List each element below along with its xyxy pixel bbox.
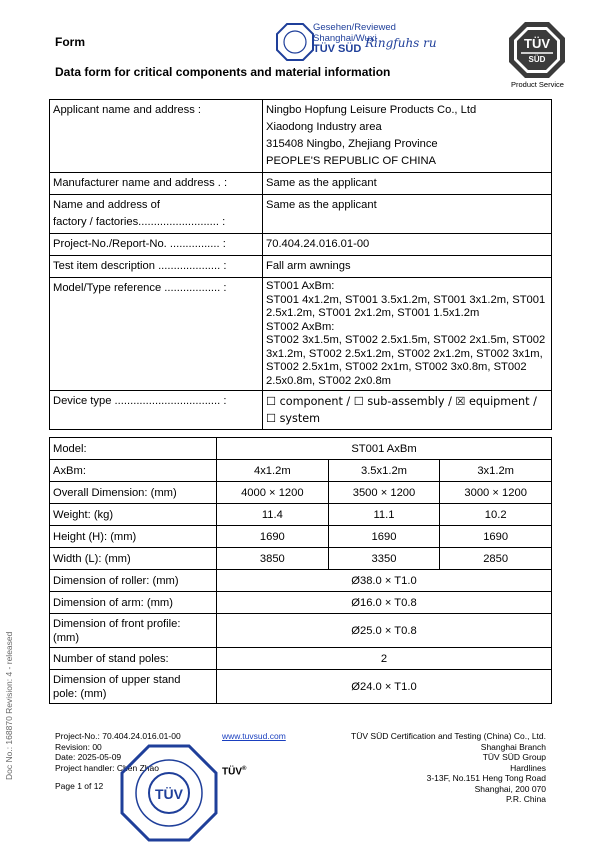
row-label: Number of stand poles: (50, 648, 217, 670)
cell: Ø24.0 × T1.0 (217, 670, 552, 704)
footer-line: P.R. China (505, 794, 546, 804)
applicant-label: Applicant name and address : (50, 100, 263, 173)
value-line: Xiaodong Industry area (266, 121, 382, 133)
logo-caption: Product Service (511, 80, 564, 89)
row-label: Dimension of roller: (mm) (50, 570, 217, 592)
test-item-label: Test item description .................... : (50, 256, 263, 278)
page-number: Page 1 of 12 (55, 781, 104, 791)
row-label: Height (H): (mm) (50, 526, 217, 548)
value-line: PEOPLE'S REPUBLIC OF CHINA (266, 155, 436, 167)
value-line: Ningbo Hopfung Leisure Products Co., Ltd (266, 104, 477, 116)
table-row (50, 278, 552, 391)
value-line: ST001 4x1.2m, ST001 3.5x1.2m, ST001 3x1.2m, ST001 2.5x1.2m, ST001 2x1.2m, ST001 1.5x1.2m (266, 293, 546, 319)
cell: 3x1.2m (440, 460, 552, 482)
manufacturer-label: Manufacturer name and address . : (50, 173, 263, 195)
cell: 3.5x1.2m (328, 460, 440, 482)
model-header-value: ST001 AxBm (217, 438, 552, 460)
table-row (50, 195, 552, 234)
value-line: ST002 AxBm: (266, 320, 335, 333)
table-row (50, 482, 552, 504)
footer-line: Shanghai Branch (480, 741, 546, 752)
value-line: ST002 3x1.5m, ST002 2.5x1.5m, ST002 2x1.5m, ST002 3x1.2m, ST002 2.5x1.2m, ST002 2x1.2m, ST002 3x1m, ST002 2.5x1m, ST002 2x1m, ST002 3x0.8m, ST002 2.5x0.8m, ST002 2x0.8m (266, 334, 546, 387)
doc-revision-text: Doc No.: 168870 Revision: 4 - released (4, 631, 14, 780)
logo-subtext: SÜD (528, 55, 546, 64)
table-row (50, 570, 552, 592)
cell: 3850 (217, 548, 329, 570)
table-row (50, 526, 552, 548)
svg-text:TÜV: TÜV (155, 786, 183, 802)
footer-line: Hardlines (510, 762, 546, 773)
row-label: Dimension of front profile: (mm) (50, 614, 217, 648)
tuv-mark-text: TÜV (222, 766, 242, 778)
device-type-value (263, 391, 552, 430)
website-link[interactable]: www.tuvsud.com (222, 731, 286, 741)
spec-table (49, 437, 552, 704)
reviewed-stamp (275, 22, 455, 62)
table-row (50, 592, 552, 614)
table-row (50, 460, 552, 482)
page-title: Data form for critical components and material information (55, 65, 391, 79)
model-value (263, 278, 552, 391)
tuv-octagon-icon (275, 22, 315, 62)
factory-value: Same as the applicant (263, 195, 552, 234)
cell: 3000 × 1200 (440, 482, 552, 504)
row-label: Width (L): (mm) (50, 548, 217, 570)
test-item-value: Fall arm awnings (263, 256, 552, 278)
tuv-seal-icon (119, 743, 219, 843)
footer-line: Project handler: Chen Zhao (55, 762, 159, 773)
device-type-label: Device type .................................. : (50, 391, 263, 430)
tuv-sud-logo (507, 20, 567, 80)
cell: 1690 (440, 526, 552, 548)
logo-text: TÜV (524, 36, 550, 51)
footer-line: Revision: 00 (55, 741, 102, 752)
table-row (50, 504, 552, 526)
footer-line: TÜV SÜD Group (482, 752, 546, 762)
cell: 3500 × 1200 (328, 482, 440, 504)
row-label: Weight: (kg) (50, 504, 217, 526)
stamp-line: Gesehen/Reviewed (313, 22, 396, 33)
table-row (50, 614, 552, 648)
footer-address (340, 731, 546, 805)
cell: 11.1 (328, 504, 440, 526)
table-row (50, 256, 552, 278)
cell: 3350 (328, 548, 440, 570)
row-label: AxBm: (50, 460, 217, 482)
table-row (50, 100, 552, 173)
project-label: Project-No./Report-No. ................ : (50, 234, 263, 256)
cell: 10.2 (440, 504, 552, 526)
footer-line: Date: 2025-05-09 (55, 752, 122, 762)
value-line: 315408 Ningbo, Zhejiang Province (266, 138, 438, 150)
cell: 1690 (217, 526, 329, 548)
table-row (50, 648, 552, 670)
cell: 11.4 (217, 504, 329, 526)
info-table (49, 99, 552, 430)
row-label: Dimension of upper stand pole: (mm) (50, 670, 217, 704)
manufacturer-value: Same as the applicant (263, 173, 552, 195)
device-type-options: ☐ system (266, 412, 321, 425)
table-row (50, 173, 552, 195)
model-header-label: Model: (50, 438, 217, 460)
cell: 4000 × 1200 (217, 482, 329, 504)
footer-line: 3-13F, No.151 Heng Tong Road (426, 773, 546, 783)
tuv-mark: TÜV® (222, 766, 247, 778)
project-value: 70.404.24.016.01-00 (263, 234, 552, 256)
approval-stamp (119, 743, 219, 843)
stamp-line: Shanghai/Wuxi (313, 33, 377, 44)
table-row (50, 234, 552, 256)
value-line: ST001 AxBm: (266, 280, 335, 292)
cell: Ø38.0 × T1.0 (217, 570, 552, 592)
cell: 2850 (440, 548, 552, 570)
row-label: Dimension of arm: (mm) (50, 592, 217, 614)
model-label: Model/Type reference .................. : (50, 278, 263, 391)
table-row (50, 670, 552, 704)
footer-line: Project-No.: 70.404.24.016.01-00 (55, 731, 181, 741)
cell: 4x1.2m (217, 460, 329, 482)
cell: Ø25.0 × T0.8 (217, 614, 552, 648)
footer-line: TÜV SÜD Certification and Testing (China) Co., Ltd. (351, 731, 546, 741)
form-label: Form (55, 35, 85, 49)
cell: 1690 (328, 526, 440, 548)
footer-line: Shanghai, 200 070 (474, 783, 546, 794)
table-row (50, 391, 552, 430)
factory-label: Name and address of factory / factories.......................... : (50, 195, 263, 234)
table-row (50, 548, 552, 570)
table-row (50, 438, 552, 460)
stamp-line: TÜV SÜD (313, 43, 362, 55)
cell: Ø16.0 × T0.8 (217, 592, 552, 614)
signature: Ringfuhs ru (365, 36, 437, 50)
row-label: Overall Dimension: (mm) (50, 482, 217, 504)
device-type-options: ☐ component / ☐ sub-assembly / ☒ equipment / (266, 395, 537, 408)
applicant-value (263, 100, 552, 173)
cell: 2 (217, 648, 552, 670)
